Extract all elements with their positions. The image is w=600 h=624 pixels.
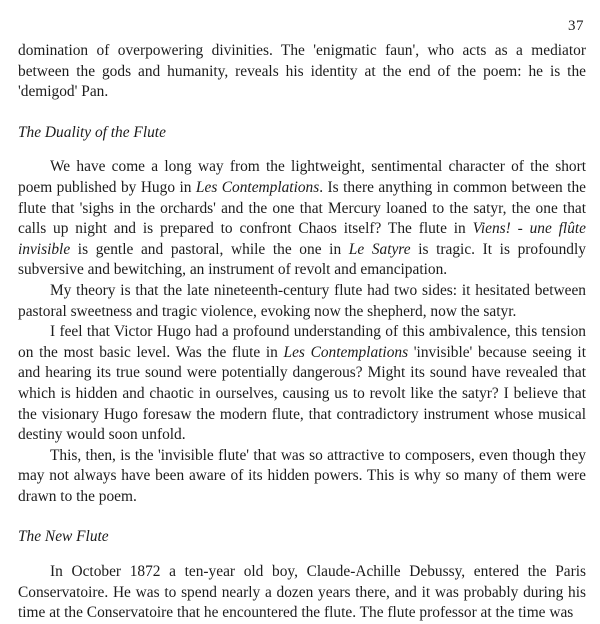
paragraph-5: In October 1872 a ten-year old boy, Claude-Achille Debussy, entered the Paris Conservatoire. He was to spend nearly a dozen years there, and it was probably during his time at the Conservatoire that he encountered the flute. The flute professor at the time was bbox=[18, 563, 586, 622]
paragraph-3-text-a: I feel that Victor Hugo had a profound understanding of this ambivalence, this tension on the most basic level. Was the flute in bbox=[18, 323, 586, 361]
paragraph-4: This, then, is the 'invisible flute' that was so attractive to composers, even though they may not always have been aware of its hidden powers. This is why so many of them were drawn to the poem. bbox=[18, 446, 586, 505]
section-heading-duality: The Duality of the Flute bbox=[18, 123, 166, 141]
paragraph-1 bbox=[18, 157, 586, 281]
paragraph-3 bbox=[18, 322, 586, 446]
page-number: 37 bbox=[568, 18, 584, 34]
paragraph-1-text-a: We have come a long way from the lightweight, sentimental character of the short poem published by Hugo in bbox=[18, 158, 586, 196]
section-heading-new-flute: The New Flute bbox=[18, 528, 109, 546]
paragraph-1-text-d: is tragic. It is profoundly subversive and bewitching, an instrument of revolt and emancipation. bbox=[18, 240, 586, 279]
body-text bbox=[18, 41, 586, 624]
title-viens-une-flute-invisible: Viens! - une flûte invisible bbox=[18, 220, 586, 258]
title-le-satyre: Le Satyre bbox=[348, 240, 411, 258]
paragraph-1-text-c: is gentle and pastoral, while the one in bbox=[70, 240, 349, 258]
paragraph-2: My theory is that the late nineteenth-century flute had two sides: it hesitated between pastoral sweetness and tragic violence, evoking now the shepherd, now the satyr. bbox=[18, 281, 586, 320]
paragraph-3-text-b: 'invisible' because seeing it and hearing its true sound were potentially dangerous? Might its sound have revealed that which is hidden and chaotic in ourselves, causing us to revolt like the satyr? I believe that the visionary Hugo foresaw the modern flute, that contradictory instrument whose musical destiny would soon unfold. bbox=[18, 343, 586, 444]
paragraph-1-text-b: . Is there anything in common between the flute that 'sighs in the orchards' and the one that Mercury loaned to the satyr, the one that calls up night and is prepared to confront Chaos itself? The flute in bbox=[18, 178, 586, 238]
title-les-contemplations: Les Contemplations bbox=[195, 178, 320, 196]
title-les-contemplations-2: Les Contemplations bbox=[283, 343, 409, 361]
paragraph-opening: domination of overpowering divinities. The 'enigmatic faun', who acts as a mediator between the gods and humanity, reveals his identity at the end of the poem: he is the 'demigod' Pan. bbox=[18, 42, 586, 101]
